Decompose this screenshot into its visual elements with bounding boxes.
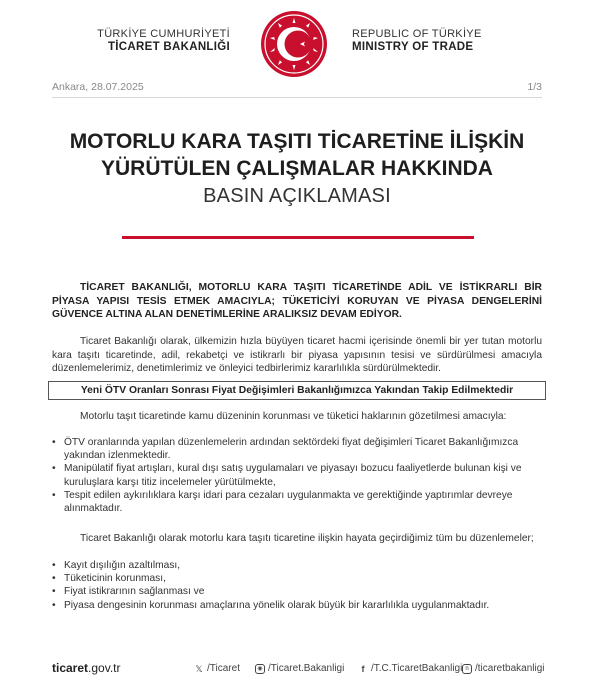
goals-list xyxy=(52,559,542,612)
social-facebook[interactable] xyxy=(358,663,462,674)
header-right xyxy=(352,28,552,53)
bullet: • xyxy=(52,560,56,571)
paragraph-purpose: Motorlu taşıt ticaretinde kamu düzeninin korunması ve tüketici haklarının gözetilmesi amacıyla: xyxy=(80,411,507,422)
title-underline xyxy=(122,236,474,239)
bullet: • xyxy=(52,573,56,585)
website-domain: .gov.tr xyxy=(88,661,121,675)
date-location: Ankara, 28.07.2025 xyxy=(52,81,144,93)
bullet: • xyxy=(52,599,56,611)
list-item xyxy=(52,585,542,598)
list-item xyxy=(52,462,542,488)
list-item-text: ÖTV oranlarında yapılan düzenlemelerin ardından sektördeki fiyat değişimleri Ticaret Bakanlığımızca yakından izlenmektedir. xyxy=(64,437,519,462)
list-item-text: Manipülatif fiyat artışları, kural dışı satış uygulamaları ve piyasayı bozucu faaliyetlerde bulunan kişi ve kuruluşlara karşı titiz incelemeler yürütülmekte, xyxy=(64,463,522,488)
lead-paragraph: TİCARET BAKANLIĞI, MOTORLU KARA TAŞITI TİCARETİNDE ADİL VE İSTİKRARLI BİR PİYASA YAPISI TESİS ETMEK AMACIYLA; TÜKETİCİYİ KORUYAN VE PİYASA DENGELERİNİ GÜVENCE ALTINA ALAN DENETİMLERİNE ARALIKSIZ DEVAM EDİYOR. xyxy=(52,282,542,320)
list-item-text: Tespit edilen aykırılıklara karşı idari para cezaları uygulanmakta ve gerektiğinde yaptırımlar devreye alınmaktadır. xyxy=(64,489,513,515)
list-item-text: Fiyat istikrarının sağlanması ve xyxy=(64,586,205,598)
bullet: • xyxy=(52,586,56,598)
paragraph-regulations: Ticaret Bakanlığı olarak motorlu kara taşıtı ticaretine ilişkin hayata geçirdiğimiz tüm bu düzenlemeler; xyxy=(80,533,534,544)
bullet: • xyxy=(52,463,56,475)
header-ministry-tr: TİCARET BAKANLIĞI xyxy=(107,41,230,53)
measures-list xyxy=(52,436,542,515)
list-item-text: Kayıt dışılığın azaltılması, xyxy=(64,560,181,571)
list-item xyxy=(52,489,542,515)
social-instagram-handle: /Ticaret.Bakanligi xyxy=(268,663,345,674)
x-icon: 𝕏 xyxy=(195,663,203,674)
page-title xyxy=(30,128,564,182)
instagram-icon: ◉ xyxy=(255,664,265,674)
facebook-icon: f xyxy=(361,663,365,674)
header-country-tr: TÜRKİYE CUMHURİYETİ xyxy=(97,28,230,40)
paragraph-intro: Ticaret Bakanlığı olarak, ülkemizin hızla büyüyen ticaret hacmi içerisinde önemli bir yer tutan motorlu kara taşıtı ticaretinde, adil, rekabetçi ve istikrarlı bir piyasa yapısının tesisi ve sürdürülmesi amacıyla düzenlemelerimiz, denetimlerimiz ve önleyici tedbirlerimiz kararlılıkla sürdürülmektedir. xyxy=(52,336,542,374)
title-line-2: YÜRÜTÜLEN ÇALIŞMALAR HAKKINDA xyxy=(101,157,493,180)
bullet: • xyxy=(52,489,56,501)
ministry-logo xyxy=(260,10,328,78)
social-nsosyal-handle: /ticaretbakanligi xyxy=(475,663,545,674)
social-instagram[interactable] xyxy=(255,663,344,674)
website-bold: ticaret xyxy=(52,661,89,675)
list-item xyxy=(52,599,542,612)
header-left xyxy=(40,28,230,53)
list-item xyxy=(52,436,542,462)
list-item xyxy=(52,559,542,572)
social-x-handle: /Ticaret xyxy=(207,663,240,674)
header-divider xyxy=(52,97,542,98)
list-item xyxy=(52,572,542,585)
bullet: • xyxy=(52,437,56,448)
ministry-emblem-icon xyxy=(260,10,328,78)
header-country-en: REPUBLIC OF TÜRKİYE xyxy=(352,28,482,40)
social-facebook-handle: /T.C.TicaretBakanligi xyxy=(371,663,463,674)
list-item-text: Tüketicinin korunması, xyxy=(64,573,166,585)
page-subtitle: BASIN AÇIKLAMASI xyxy=(203,185,391,207)
page-number: 1/3 xyxy=(527,81,542,93)
title-line-1: MOTORLU KARA TAŞITI TİCARETİNE İLİŞKİN xyxy=(69,130,525,153)
nsosyal-icon: n xyxy=(462,664,472,674)
social-nsosyal[interactable] xyxy=(462,663,544,674)
social-x[interactable] xyxy=(194,663,240,674)
header-ministry-en: MINISTRY OF TRADE xyxy=(352,41,474,53)
list-item-text: Piyasa dengesinin korunması amaçlarına yönelik olarak büyük bir kararlılıkla uygulanmaktadır. xyxy=(64,599,490,611)
boxed-heading: Yeni ÖTV Oranları Sonrası Fiyat Değişimleri Bakanlığımızca Yakından Takip Edilmektedir xyxy=(48,381,546,400)
website-link[interactable] xyxy=(52,661,121,675)
